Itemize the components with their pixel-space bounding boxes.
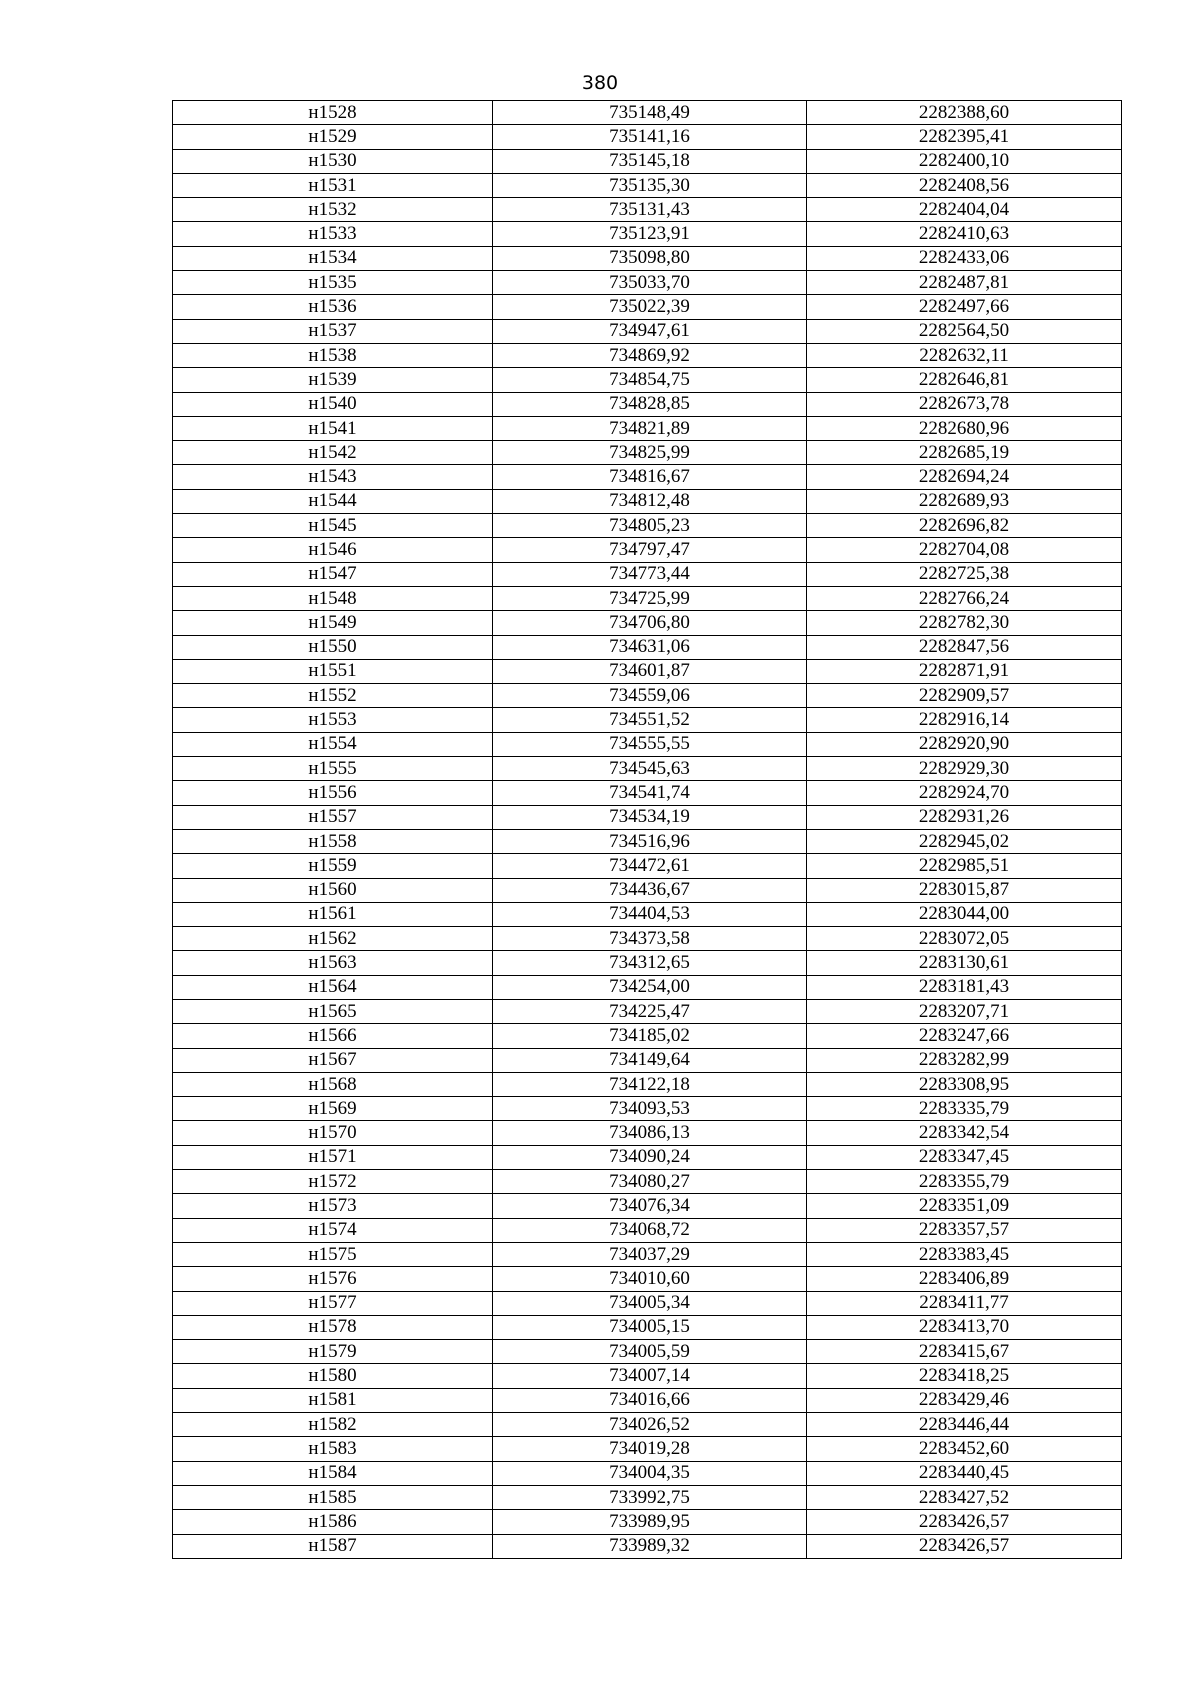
point-id-cell: н1555	[173, 757, 493, 781]
table-row	[173, 1024, 1122, 1048]
x-coordinate-cell: 734068,72	[493, 1218, 807, 1242]
y-coordinate-cell: 2282646,81	[807, 368, 1122, 392]
table-row	[173, 416, 1122, 440]
table-row	[173, 708, 1122, 732]
point-id-cell: н1534	[173, 246, 493, 270]
table-row	[173, 1485, 1122, 1509]
y-coordinate-cell: 2283247,66	[807, 1024, 1122, 1048]
y-coordinate-cell: 2283355,79	[807, 1170, 1122, 1194]
y-coordinate-cell: 2282847,56	[807, 635, 1122, 659]
y-coordinate-cell: 2282916,14	[807, 708, 1122, 732]
x-coordinate-cell: 734472,61	[493, 854, 807, 878]
point-id-cell: н1548	[173, 586, 493, 610]
y-coordinate-cell: 2282725,38	[807, 562, 1122, 586]
table-row	[173, 1291, 1122, 1315]
point-id-cell: н1535	[173, 271, 493, 295]
x-coordinate-cell: 734373,58	[493, 927, 807, 951]
y-coordinate-cell: 2283426,57	[807, 1510, 1122, 1534]
x-coordinate-cell: 734037,29	[493, 1242, 807, 1266]
y-coordinate-cell: 2282680,96	[807, 416, 1122, 440]
table-row	[173, 295, 1122, 319]
x-coordinate-cell: 734019,28	[493, 1437, 807, 1461]
point-id-cell: н1556	[173, 781, 493, 805]
point-id-cell: н1558	[173, 829, 493, 853]
point-id-cell: н1530	[173, 149, 493, 173]
point-id-cell: н1549	[173, 611, 493, 635]
table-row	[173, 829, 1122, 853]
x-coordinate-cell: 734825,99	[493, 441, 807, 465]
x-coordinate-cell: 734005,15	[493, 1315, 807, 1339]
table-row	[173, 611, 1122, 635]
y-coordinate-cell: 2282689,93	[807, 489, 1122, 513]
x-coordinate-cell: 734821,89	[493, 416, 807, 440]
y-coordinate-cell: 2283426,57	[807, 1534, 1122, 1558]
y-coordinate-cell: 2282704,08	[807, 538, 1122, 562]
table-row	[173, 1121, 1122, 1145]
x-coordinate-cell: 735131,43	[493, 198, 807, 222]
coordinates-table-body	[173, 101, 1122, 1559]
x-coordinate-cell: 734149,64	[493, 1048, 807, 1072]
y-coordinate-cell: 2283044,00	[807, 902, 1122, 926]
table-row	[173, 198, 1122, 222]
y-coordinate-cell: 2282433,06	[807, 246, 1122, 270]
x-coordinate-cell: 734007,14	[493, 1364, 807, 1388]
y-coordinate-cell: 2283415,67	[807, 1340, 1122, 1364]
x-coordinate-cell: 734541,74	[493, 781, 807, 805]
point-id-cell: н1578	[173, 1315, 493, 1339]
y-coordinate-cell: 2282909,57	[807, 684, 1122, 708]
y-coordinate-cell: 2283418,25	[807, 1364, 1122, 1388]
x-coordinate-cell: 733989,32	[493, 1534, 807, 1558]
point-id-cell: н1581	[173, 1388, 493, 1412]
x-coordinate-cell: 734545,63	[493, 757, 807, 781]
table-row	[173, 1534, 1122, 1558]
point-id-cell: н1543	[173, 465, 493, 489]
point-id-cell: н1585	[173, 1485, 493, 1509]
point-id-cell: н1560	[173, 878, 493, 902]
table-row	[173, 392, 1122, 416]
x-coordinate-cell: 734016,66	[493, 1388, 807, 1412]
x-coordinate-cell: 734312,65	[493, 951, 807, 975]
x-coordinate-cell: 735145,18	[493, 149, 807, 173]
x-coordinate-cell: 734601,87	[493, 659, 807, 683]
table-row	[173, 368, 1122, 392]
table-row	[173, 441, 1122, 465]
table-row	[173, 1170, 1122, 1194]
y-coordinate-cell: 2283383,45	[807, 1242, 1122, 1266]
y-coordinate-cell: 2282696,82	[807, 514, 1122, 538]
x-coordinate-cell: 734805,23	[493, 514, 807, 538]
y-coordinate-cell: 2282388,60	[807, 101, 1122, 125]
x-coordinate-cell: 734947,61	[493, 319, 807, 343]
y-coordinate-cell: 2282920,90	[807, 732, 1122, 756]
y-coordinate-cell: 2282408,56	[807, 173, 1122, 197]
y-coordinate-cell: 2282931,26	[807, 805, 1122, 829]
y-coordinate-cell: 2283413,70	[807, 1315, 1122, 1339]
table-row	[173, 684, 1122, 708]
table-row	[173, 659, 1122, 683]
x-coordinate-cell: 734534,19	[493, 805, 807, 829]
table-row	[173, 878, 1122, 902]
y-coordinate-cell: 2283446,44	[807, 1413, 1122, 1437]
y-coordinate-cell: 2283429,46	[807, 1388, 1122, 1412]
y-coordinate-cell: 2282673,78	[807, 392, 1122, 416]
y-coordinate-cell: 2282945,02	[807, 829, 1122, 853]
y-coordinate-cell: 2282400,10	[807, 149, 1122, 173]
x-coordinate-cell: 734225,47	[493, 999, 807, 1023]
point-id-cell: н1542	[173, 441, 493, 465]
table-row	[173, 125, 1122, 149]
point-id-cell: н1554	[173, 732, 493, 756]
y-coordinate-cell: 2282782,30	[807, 611, 1122, 635]
y-coordinate-cell: 2283130,61	[807, 951, 1122, 975]
point-id-cell: н1545	[173, 514, 493, 538]
x-coordinate-cell: 735033,70	[493, 271, 807, 295]
point-id-cell: н1580	[173, 1364, 493, 1388]
y-coordinate-cell: 2283440,45	[807, 1461, 1122, 1485]
table-row	[173, 1364, 1122, 1388]
y-coordinate-cell: 2283335,79	[807, 1097, 1122, 1121]
point-id-cell: н1552	[173, 684, 493, 708]
y-coordinate-cell: 2283207,71	[807, 999, 1122, 1023]
table-row	[173, 1242, 1122, 1266]
table-row	[173, 1437, 1122, 1461]
y-coordinate-cell: 2282410,63	[807, 222, 1122, 246]
point-id-cell: н1553	[173, 708, 493, 732]
point-id-cell: н1577	[173, 1291, 493, 1315]
y-coordinate-cell: 2282929,30	[807, 757, 1122, 781]
y-coordinate-cell: 2282395,41	[807, 125, 1122, 149]
table-row	[173, 1097, 1122, 1121]
table-row	[173, 781, 1122, 805]
x-coordinate-cell: 734516,96	[493, 829, 807, 853]
y-coordinate-cell: 2283308,95	[807, 1072, 1122, 1096]
x-coordinate-cell: 735022,39	[493, 295, 807, 319]
y-coordinate-cell: 2282694,24	[807, 465, 1122, 489]
x-coordinate-cell: 734773,44	[493, 562, 807, 586]
table-row	[173, 1461, 1122, 1485]
x-coordinate-cell: 734828,85	[493, 392, 807, 416]
point-id-cell: н1541	[173, 416, 493, 440]
x-coordinate-cell: 734090,24	[493, 1145, 807, 1169]
point-id-cell: н1582	[173, 1413, 493, 1437]
y-coordinate-cell: 2282871,91	[807, 659, 1122, 683]
page-number: 380	[581, 72, 619, 94]
point-id-cell: н1564	[173, 975, 493, 999]
point-id-cell: н1568	[173, 1072, 493, 1096]
y-coordinate-cell: 2282685,19	[807, 441, 1122, 465]
point-id-cell: н1562	[173, 927, 493, 951]
x-coordinate-cell: 734005,59	[493, 1340, 807, 1364]
point-id-cell: н1567	[173, 1048, 493, 1072]
x-coordinate-cell: 735148,49	[493, 101, 807, 125]
point-id-cell: н1528	[173, 101, 493, 125]
point-id-cell: н1583	[173, 1437, 493, 1461]
table-row	[173, 902, 1122, 926]
x-coordinate-cell: 734093,53	[493, 1097, 807, 1121]
table-row	[173, 951, 1122, 975]
table-row	[173, 854, 1122, 878]
x-coordinate-cell: 735123,91	[493, 222, 807, 246]
x-coordinate-cell: 734404,53	[493, 902, 807, 926]
table-row	[173, 1048, 1122, 1072]
point-id-cell: н1540	[173, 392, 493, 416]
point-id-cell: н1539	[173, 368, 493, 392]
x-coordinate-cell: 734122,18	[493, 1072, 807, 1096]
y-coordinate-cell: 2283452,60	[807, 1437, 1122, 1461]
y-coordinate-cell: 2282404,04	[807, 198, 1122, 222]
point-id-cell: н1536	[173, 295, 493, 319]
y-coordinate-cell: 2283181,43	[807, 975, 1122, 999]
x-coordinate-cell: 734812,48	[493, 489, 807, 513]
y-coordinate-cell: 2282564,50	[807, 319, 1122, 343]
point-id-cell: н1531	[173, 173, 493, 197]
point-id-cell: н1569	[173, 1097, 493, 1121]
x-coordinate-cell: 734436,67	[493, 878, 807, 902]
point-id-cell: н1566	[173, 1024, 493, 1048]
x-coordinate-cell: 734185,02	[493, 1024, 807, 1048]
point-id-cell: н1547	[173, 562, 493, 586]
x-coordinate-cell: 734555,55	[493, 732, 807, 756]
y-coordinate-cell: 2283427,52	[807, 1485, 1122, 1509]
point-id-cell: н1574	[173, 1218, 493, 1242]
y-coordinate-cell: 2283351,09	[807, 1194, 1122, 1218]
point-id-cell: н1529	[173, 125, 493, 149]
x-coordinate-cell: 734706,80	[493, 611, 807, 635]
table-row	[173, 927, 1122, 951]
x-coordinate-cell: 734004,35	[493, 1461, 807, 1485]
point-id-cell: н1551	[173, 659, 493, 683]
x-coordinate-cell: 735141,16	[493, 125, 807, 149]
point-id-cell: н1538	[173, 343, 493, 367]
point-id-cell: н1573	[173, 1194, 493, 1218]
point-id-cell: н1563	[173, 951, 493, 975]
table-row	[173, 1194, 1122, 1218]
point-id-cell: н1532	[173, 198, 493, 222]
x-coordinate-cell: 734797,47	[493, 538, 807, 562]
point-id-cell: н1571	[173, 1145, 493, 1169]
x-coordinate-cell: 733989,95	[493, 1510, 807, 1534]
point-id-cell: н1533	[173, 222, 493, 246]
y-coordinate-cell: 2282766,24	[807, 586, 1122, 610]
x-coordinate-cell: 734076,34	[493, 1194, 807, 1218]
y-coordinate-cell: 2282487,81	[807, 271, 1122, 295]
point-id-cell: н1546	[173, 538, 493, 562]
point-id-cell: н1561	[173, 902, 493, 926]
table-row	[173, 1072, 1122, 1096]
point-id-cell: н1565	[173, 999, 493, 1023]
table-row	[173, 635, 1122, 659]
table-row	[173, 173, 1122, 197]
point-id-cell: н1575	[173, 1242, 493, 1266]
x-coordinate-cell: 734254,00	[493, 975, 807, 999]
point-id-cell: н1559	[173, 854, 493, 878]
x-coordinate-cell: 734631,06	[493, 635, 807, 659]
table-row	[173, 514, 1122, 538]
point-id-cell: н1572	[173, 1170, 493, 1194]
x-coordinate-cell: 735135,30	[493, 173, 807, 197]
table-row	[173, 1267, 1122, 1291]
table-row	[173, 1388, 1122, 1412]
table-row	[173, 586, 1122, 610]
x-coordinate-cell: 735098,80	[493, 246, 807, 270]
x-coordinate-cell: 734559,06	[493, 684, 807, 708]
table-row	[173, 246, 1122, 270]
point-id-cell: н1579	[173, 1340, 493, 1364]
table-row	[173, 1145, 1122, 1169]
x-coordinate-cell: 734869,92	[493, 343, 807, 367]
y-coordinate-cell: 2283411,77	[807, 1291, 1122, 1315]
point-id-cell: н1537	[173, 319, 493, 343]
table-row	[173, 1315, 1122, 1339]
point-id-cell: н1587	[173, 1534, 493, 1558]
table-row	[173, 1218, 1122, 1242]
table-row	[173, 805, 1122, 829]
table-row	[173, 1510, 1122, 1534]
x-coordinate-cell: 734010,60	[493, 1267, 807, 1291]
table-row	[173, 101, 1122, 125]
coordinates-table	[172, 100, 1122, 1559]
y-coordinate-cell: 2282497,66	[807, 295, 1122, 319]
table-row	[173, 465, 1122, 489]
point-id-cell: н1584	[173, 1461, 493, 1485]
table-row	[173, 1340, 1122, 1364]
x-coordinate-cell: 734026,52	[493, 1413, 807, 1437]
table-row	[173, 538, 1122, 562]
y-coordinate-cell: 2282632,11	[807, 343, 1122, 367]
y-coordinate-cell: 2282985,51	[807, 854, 1122, 878]
y-coordinate-cell: 2283015,87	[807, 878, 1122, 902]
x-coordinate-cell: 734005,34	[493, 1291, 807, 1315]
point-id-cell: н1570	[173, 1121, 493, 1145]
y-coordinate-cell: 2283406,89	[807, 1267, 1122, 1291]
x-coordinate-cell: 734816,67	[493, 465, 807, 489]
table-row	[173, 1413, 1122, 1437]
point-id-cell: н1544	[173, 489, 493, 513]
y-coordinate-cell: 2283347,45	[807, 1145, 1122, 1169]
x-coordinate-cell: 734725,99	[493, 586, 807, 610]
table-row	[173, 732, 1122, 756]
table-row	[173, 757, 1122, 781]
y-coordinate-cell: 2283357,57	[807, 1218, 1122, 1242]
table-row	[173, 489, 1122, 513]
x-coordinate-cell: 734551,52	[493, 708, 807, 732]
table-row	[173, 562, 1122, 586]
point-id-cell: н1557	[173, 805, 493, 829]
point-id-cell: н1586	[173, 1510, 493, 1534]
point-id-cell: н1550	[173, 635, 493, 659]
table-row	[173, 343, 1122, 367]
table-row	[173, 271, 1122, 295]
x-coordinate-cell: 734080,27	[493, 1170, 807, 1194]
y-coordinate-cell: 2283342,54	[807, 1121, 1122, 1145]
x-coordinate-cell: 734086,13	[493, 1121, 807, 1145]
point-id-cell: н1576	[173, 1267, 493, 1291]
table-row	[173, 149, 1122, 173]
table-row	[173, 222, 1122, 246]
x-coordinate-cell: 734854,75	[493, 368, 807, 392]
y-coordinate-cell: 2283072,05	[807, 927, 1122, 951]
table-row	[173, 319, 1122, 343]
x-coordinate-cell: 733992,75	[493, 1485, 807, 1509]
table-row	[173, 999, 1122, 1023]
table-row	[173, 975, 1122, 999]
y-coordinate-cell: 2282924,70	[807, 781, 1122, 805]
y-coordinate-cell: 2283282,99	[807, 1048, 1122, 1072]
